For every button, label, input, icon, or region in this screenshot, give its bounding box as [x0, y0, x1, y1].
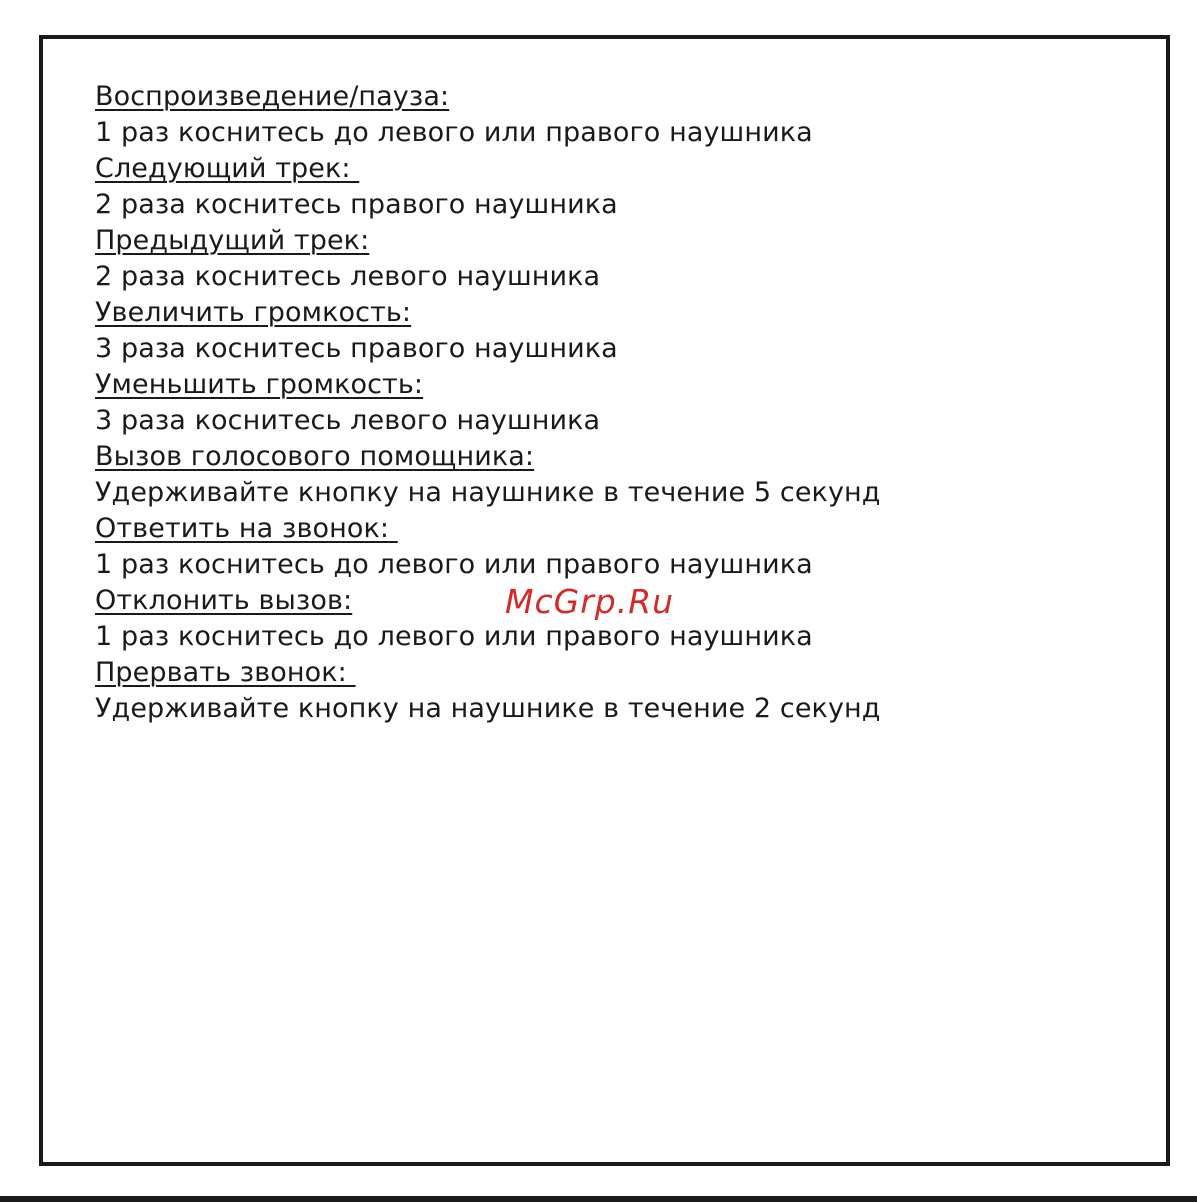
instruction-text-end-call: Удерживайте кнопку на наушнике в течение 2 секунд [95, 693, 881, 724]
instruction-heading-answer-call: Ответить на звонок: [95, 513, 398, 544]
instruction-text-volume-up: 3 раза коснитесь правого наушника [95, 333, 618, 364]
watermark: McGrp.Ru [505, 582, 675, 621]
instruction-heading-next-track: Следующий трек: [95, 153, 360, 184]
instruction-text-previous-track: 2 раза коснитесь левого наушника [95, 261, 601, 292]
instruction-text-volume-down: 3 раза коснитесь левого наушника [95, 405, 601, 436]
instruction-text-play-pause: 1 раз коснитесь до левого или правого наушника [95, 117, 813, 148]
instruction-heading-decline-call: Отклонить вызов: [95, 585, 353, 616]
instruction-text-next-track: 2 раза коснитесь правого наушника [95, 189, 618, 220]
instruction-heading-previous-track: Предыдущий трек: [95, 225, 370, 256]
instruction-text-decline-call: 1 раз коснитесь до левого или правого наушника [95, 621, 813, 652]
instruction-heading-voice-assistant: Вызов голосового помощника: [95, 441, 535, 472]
instruction-heading-end-call: Прервать звонок: [95, 657, 356, 688]
instruction-heading-volume-up: Увеличить громкость: [95, 297, 412, 328]
instruction-text-voice-assistant: Удерживайте кнопку на наушнике в течение 5 секунд [95, 477, 881, 508]
instructions-list [95, 79, 995, 727]
instruction-text-answer-call: 1 раз коснитесь до левого или правого наушника [95, 549, 813, 580]
bottom-rule [0, 1196, 1197, 1202]
instruction-heading-volume-down: Уменьшить громкость: [95, 369, 424, 400]
instruction-heading-play-pause: Воспроизведение/пауза: [95, 81, 450, 112]
